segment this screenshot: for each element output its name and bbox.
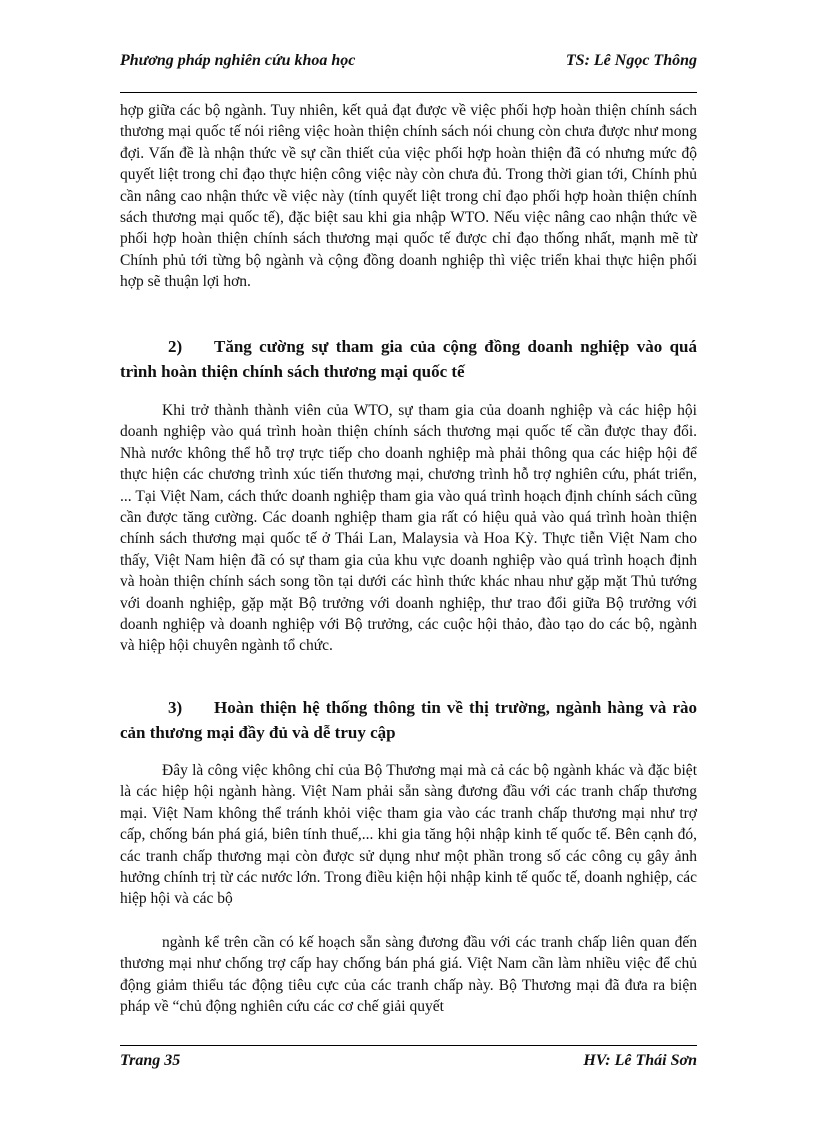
section-heading-2 bbox=[120, 334, 697, 384]
paragraph-1-text: hợp giữa các bộ ngành. Tuy nhiên, kết quả đạt được về việc phối hợp hoàn thiện chính sách thương mại quốc tế nói riêng việc hoàn thiện chính sách nói chung còn chưa được như mong đợi. Vấn đề là nhận thức về sự cần thiết của việc phối hợp hoàn thiện đã có nhưng mức độ quyết liệt trong chỉ đạo thực hiện công việc này còn chưa đủ. Trong thời gian tới, Chính phủ cần nâng cao nhận thức về việc này (tính quyết liệt trong chỉ đạo phối hợp hoàn thiện chính sách thương mại quốc tế), đặc biệt sau khi gia nhập WTO. Nếu việc nâng cao nhận thức về phối hợp hoàn thiện chính sách thương mại quốc tế được chỉ đạo thống nhất, mạnh mẽ từ Chính phủ tới từng bộ ngành và cộng đồng doanh nghiệp thì việc triển khai thực hiện phối hợp sẽ thuận lợi hơn. bbox=[120, 102, 697, 291]
footer-page-number: Trang 35 bbox=[120, 1052, 181, 1069]
paragraph-1 bbox=[120, 100, 697, 293]
paragraph-4-text: ngành kể trên cần có kế hoạch sẵn sàng đương đầu với các tranh chấp liên quan đến thương mại như chống trợ cấp hay chống bán phá giá. Việt Nam cần làm nhiều việc để chủ động giảm thiểu tác động tiêu cực của các tranh chấp này. Bộ Thương mại đã đưa ra biện pháp về “chủ động nghiên cứu các cơ chế giải quyết bbox=[120, 934, 697, 1016]
header-divider bbox=[120, 92, 697, 93]
page-header bbox=[120, 52, 697, 76]
footer-divider bbox=[120, 1045, 697, 1046]
heading-3-text: Hoàn thiện hệ thống thông tin về thị trường, ngành hàng và rào cản thương mại đầy đủ và dễ truy cập bbox=[120, 698, 697, 742]
paragraph-2 bbox=[120, 400, 697, 657]
paragraph-4 bbox=[120, 932, 697, 1018]
page-footer bbox=[120, 1052, 697, 1076]
section-heading-3 bbox=[120, 695, 697, 745]
paragraph-3 bbox=[120, 760, 697, 910]
footer-student: HV: Lê Thái Sơn bbox=[583, 1052, 697, 1069]
heading-3-number: 3) bbox=[168, 698, 183, 717]
heading-2-text: Tăng cường sự tham gia của cộng đồng doanh nghiệp vào quá trình hoàn thiện chính sách thương mại quốc tế bbox=[120, 337, 697, 381]
heading-2-number: 2) bbox=[168, 337, 183, 356]
paragraph-3-text: Đây là công việc không chỉ của Bộ Thương mại mà cả các bộ ngành khác và đặc biệt là các hiệp hội ngành hàng. Việt Nam phải sẵn sàng đương đầu với các tranh chấp thương mại. Việt Nam không thể tránh khỏi việc tham gia vào các tranh chấp thương mại như trợ cấp, chống bán phá giá, biên tính thuế,... khi gia tăng hội nhập kinh tế quốc tế. Bên cạnh đó, các tranh chấp thương mại còn được sử dụng như một phần trong số các công cụ gây ảnh hưởng chính trị từ các nước lớn. Trong điều kiện hội nhập kinh tế quốc tế, doanh nghiệp, các hiệp hội và các bộ bbox=[120, 762, 697, 908]
header-author: TS: Lê Ngọc Thông bbox=[565, 52, 697, 69]
header-title: Phương pháp nghiên cứu khoa học bbox=[120, 52, 356, 69]
paragraph-2-text: Khi trở thành thành viên của WTO, sự tham gia của doanh nghiệp và các hiệp hội doanh nghiệp vào quá trình hoàn thiện chính sách thương mại quốc tế cần được thay đổi. Nhà nước không thể hỗ trợ trực tiếp cho doanh nghiệp mà phải thông qua các hiệp hội để thực hiện các chương trình xúc tiến thương mại, chương trình hỗ trợ nghiên cứu, phát triển, ... Tại Việt Nam, cách thức doanh nghiệp tham gia vào quá trình hoạch định chính sách cũng cần được tăng cường. Các doanh nghiệp tham gia rất có hiệu quả vào quá trình hoàn thiện chính sách thương mại quốc tế ở Thái Lan, Malaysia và Hoa Kỳ. Thực tiễn Việt Nam cho thấy, Việt Nam hiện đã có sự tham gia của khu vực doanh nghiệp vào quá trình hoạch định và hoàn thiện chính sách song tồn tại dưới các hình thức khác nhau như gặp mặt Thủ tướng với doanh nghiệp, gặp mặt Bộ trưởng với doanh nghiệp, thư trao đổi giữa Bộ trưởng với doanh nghiệp và doanh nghiệp với Bộ trưởng, các cuộc hội thảo, đào tạo do các bộ, ngành và hiệp hội chuyên ngành tổ chức. bbox=[120, 402, 697, 655]
